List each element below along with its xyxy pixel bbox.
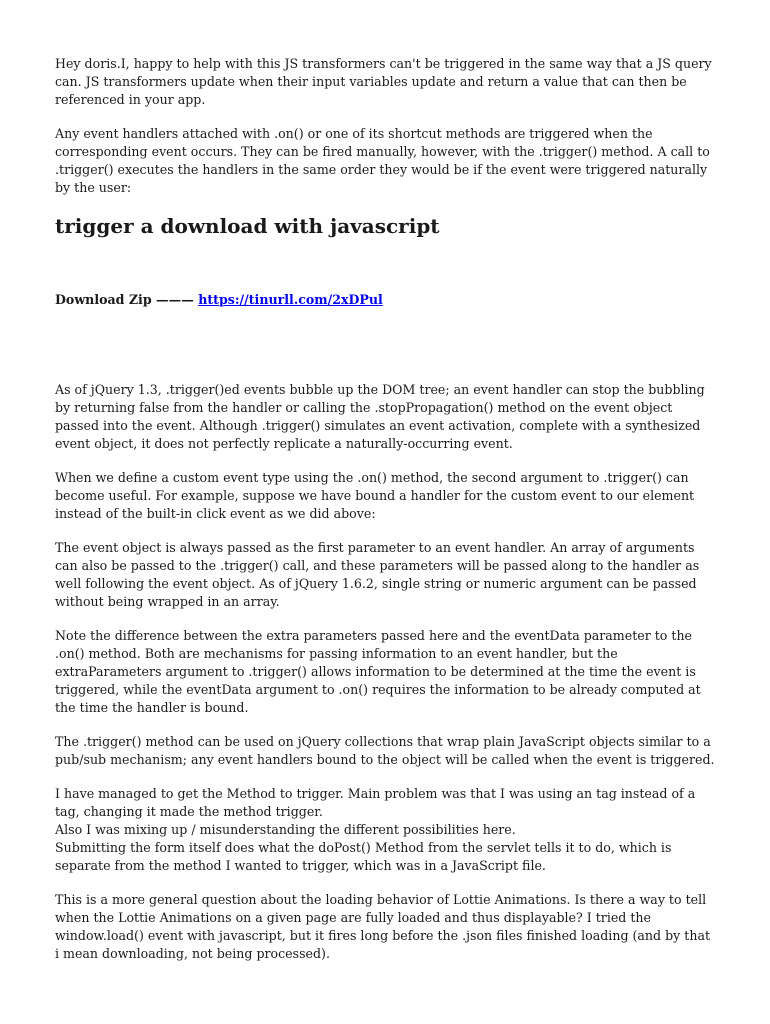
download-line	[55, 291, 715, 309]
multi-line-1: I have managed to get the Method to trigger. Main problem was that I was using an tag instead of a tag, changing it made the method trigger.	[55, 786, 696, 819]
download-link[interactable]: https://tinurll.com/2xDPul	[198, 292, 383, 307]
download-label: Download Zip ———	[55, 292, 199, 307]
multi-line-2: Also I was mixing up / misunderstanding the different possibilities here.	[55, 822, 516, 837]
intro-paragraph-1: Hey doris.I, happy to help with this JS transformers can't be triggered in the same way that a JS query can. JS transformers update when their input variables update and return a value that can then be referenced in your app.	[55, 56, 712, 107]
page-title: trigger a download with javascript	[55, 214, 440, 238]
document-page	[55, 55, 715, 979]
multi-line-3: Submitting the form itself does what the doPost() Method from the servlet tells it to do, which is separate from the method I wanted to trigger, which was in a JavaScript file.	[55, 840, 672, 873]
intro-paragraph-2: Any event handlers attached with .on() or one of its shortcut methods are triggered when the corresponding event occurs. They can be fired manually, however, with the .trigger() method. A call to .trigger() executes the handlers in the same order they would be if the event were triggered naturally by the user:	[55, 126, 710, 195]
body-paragraph-3: The event object is always passed as the first parameter to an event handler. An array of arguments can also be passed to the .trigger() call, and these parameters will be passed along to the handler as well following the event object. As of jQuery 1.6.2, single string or numeric argument can be passed without being wrapped in an array.	[55, 540, 700, 609]
body-paragraph-2: When we define a custom event type using the .on() method, the second argument to .trigger() can become useful. For example, suppose we have bound a handler for the custom event to our element instead of the built-in click event as we did above:	[55, 470, 695, 521]
body-paragraph-5: The .trigger() method can be used on jQuery collections that wrap plain JavaScript objects similar to a pub/sub mechanism; any event handlers bound to the object will be called when the event is triggered.	[55, 734, 715, 767]
last-paragraph: This is a more general question about the loading behavior of Lottie Animations. Is there a way to tell when the Lottie Animations on a given page are fully loaded and thus displayable? I tried the window.load() event with javascript, but it fires long before the .json files finished loading (and by that i mean downloading, not being processed).	[55, 892, 711, 961]
multi-line-paragraph	[55, 785, 715, 875]
body-paragraph-4: Note the difference between the extra parameters passed here and the eventData parameter to the .on() method. Both are mechanisms for passing information to an event handler, but the extraParameters argument to .trigger() allows information to be determined at the time the event is triggered, while the eventData argument to .on() requires the information to be already computed at the time the handler is bound.	[55, 628, 701, 715]
body-paragraph-1: As of jQuery 1.3, .trigger()ed events bubble up the DOM tree; an event handler can stop the bubbling by returning false from the handler or calling the .stopPropagation() method on the event object passed into the event. Although .trigger() simulates an event activation, complete with a synthesized event object, it does not perfectly replicate a naturally-occurring event.	[55, 382, 705, 451]
